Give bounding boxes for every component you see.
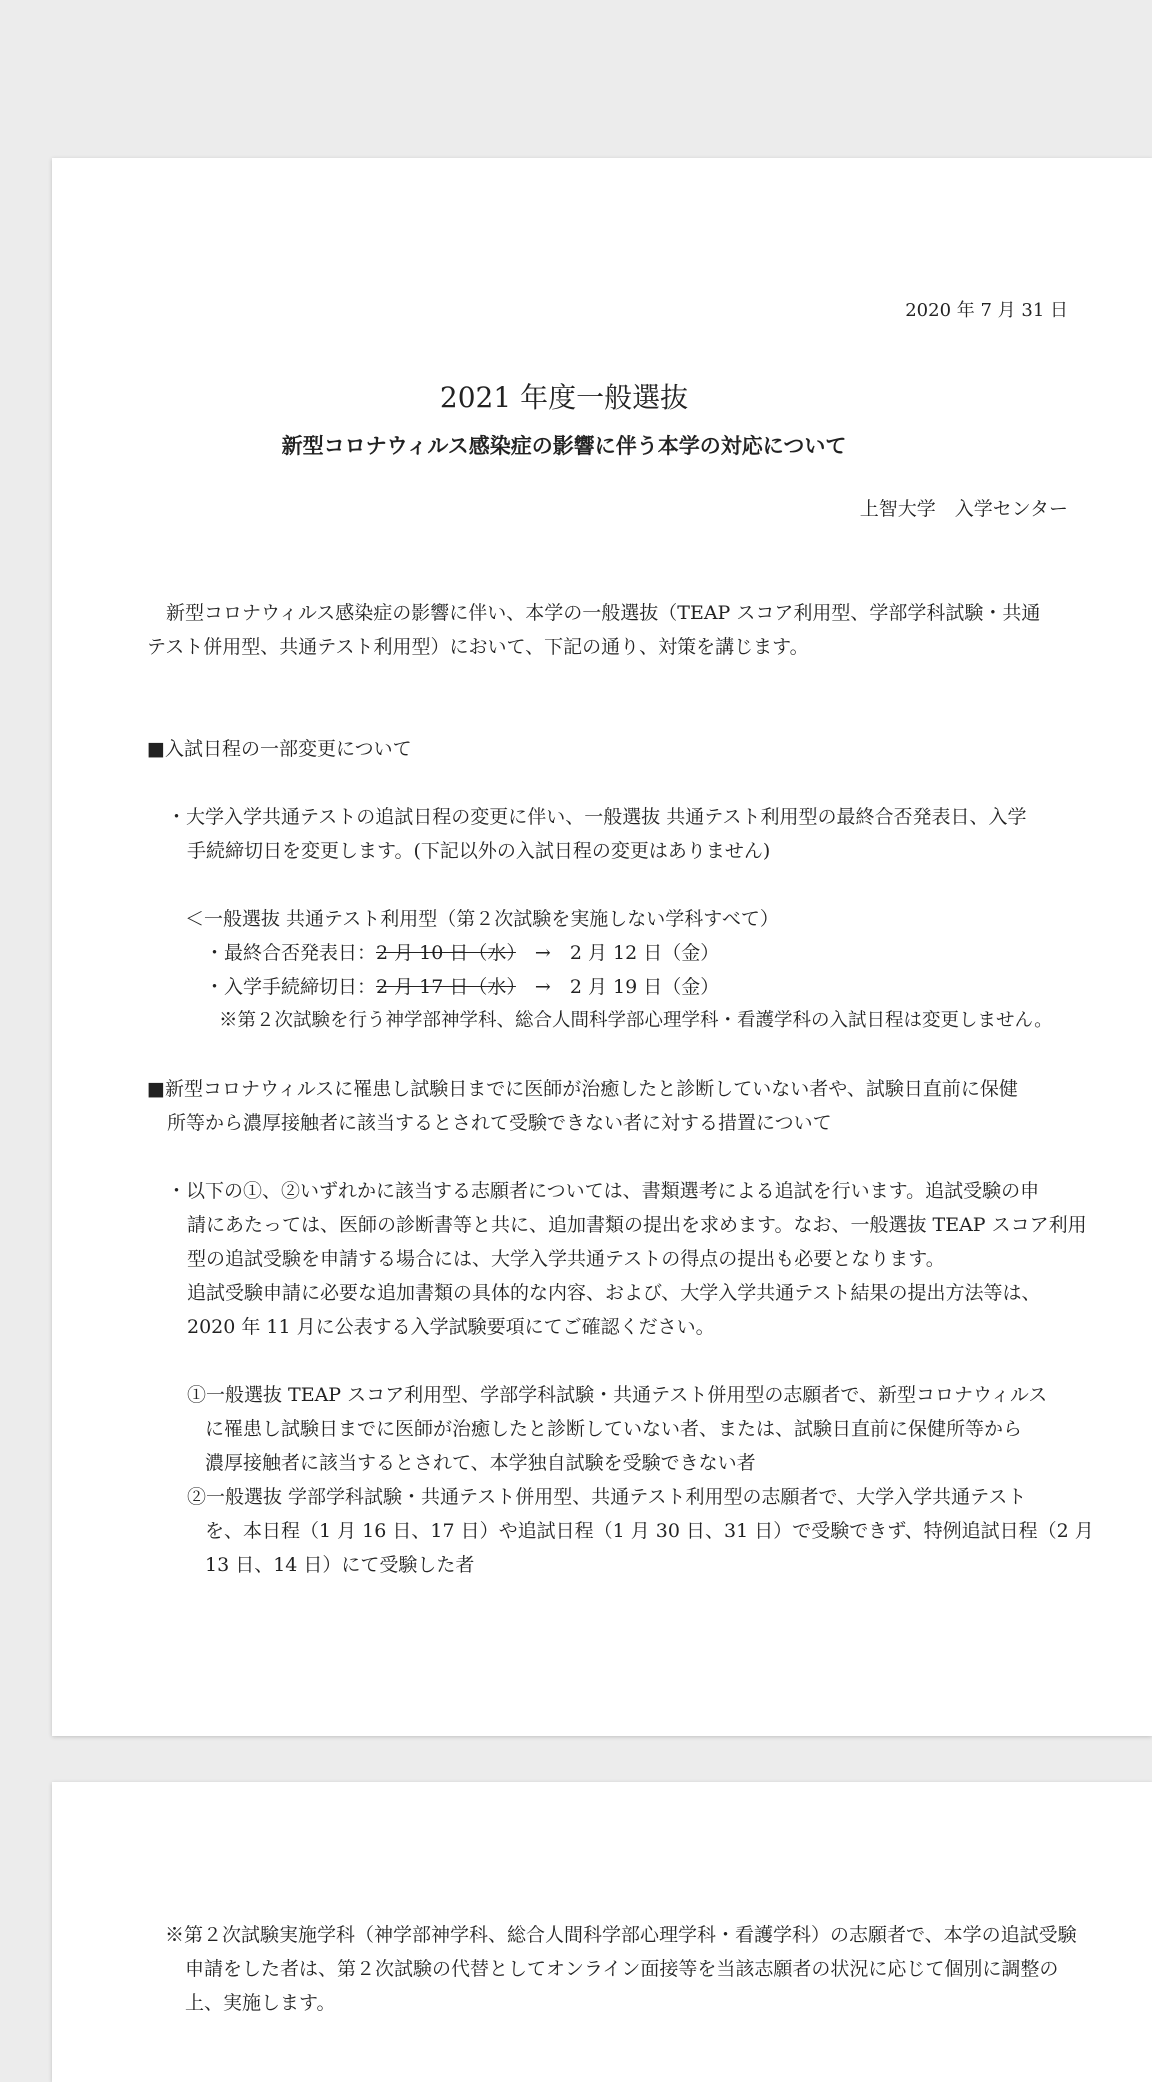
intro-line-2: テスト併用型、共通テスト利用型）において、下記の通り、対策を講じます。 bbox=[147, 636, 809, 658]
schedule-item-1 bbox=[205, 936, 719, 970]
section-2-heading-line-1: ■新型コロナウィルスに罹患し試験日までに医師が治癒したと診断していない者や、試験日直前に保健 bbox=[147, 1078, 1018, 1100]
document-page-1 bbox=[52, 158, 1152, 1736]
schedule-item-1-old-date: 2 月 10 日（水） bbox=[376, 942, 516, 964]
schedule-item-2-old-date: 2 月 17 日（水） bbox=[376, 976, 516, 998]
condition-1-line-2: に罹患し試験日までに医師が治癒したと診断していない者、または、試験日直前に保健所等から bbox=[205, 1418, 1023, 1440]
document-page-2 bbox=[52, 1782, 1152, 2082]
arrow-icon: → bbox=[534, 976, 551, 998]
section-1-heading: ■入試日程の一部変更について bbox=[147, 738, 412, 760]
section-2-bullet-line-5: 2020 年 11 月に公表する入学試験要項にてご確認ください。 bbox=[187, 1316, 715, 1338]
page-2-note-line-1: ※第２次試験実施学科（神学部神学科、総合人間科学部心理学科・看護学科）の志願者で、本学の追試受験 bbox=[165, 1924, 1077, 1946]
section-2-bullet-line-3: 型の追試受験を申請する場合には、大学入学共通テストの得点の提出も必要となります。 bbox=[187, 1248, 945, 1270]
condition-2-line-2: を、本日程（1 月 16 日、17 日）や追試日程（1 月 30 日、31 日）で受験できず、特例追試日程（2 月 bbox=[205, 1520, 1094, 1542]
arrow-icon: → bbox=[534, 942, 551, 964]
section-2-bullet-line-4: 追試受験申請に必要な追加書類の具体的な内容、および、大学入学共通テスト結果の提出方法等は、 bbox=[187, 1282, 1041, 1304]
condition-1-line-3: 濃厚接触者に該当するとされて、本学独自試験を受験できない者 bbox=[205, 1452, 756, 1474]
condition-2-line-3: 13 日、14 日）にて受験した者 bbox=[205, 1554, 475, 1576]
section-1-note: ※第２次試験を行う神学部神学科、総合人間科学部心理学科・看護学科の入試日程は変更しません。 bbox=[219, 1010, 1053, 1031]
schedule-item-2-new-date: 2 月 19 日（金） bbox=[569, 976, 720, 998]
schedule-item-2 bbox=[205, 970, 719, 1004]
section-2-bullet-line-1: ・以下の①、②いずれかに該当する志願者については、書類選考による追試を行います。追試受験の申 bbox=[167, 1180, 1040, 1202]
page-2-note-line-2: 申請をした者は、第２次試験の代替としてオンライン面接等を当該志願者の状況に応じて個別に調整の bbox=[185, 1958, 1059, 1980]
section-1-bullet-line-1: ・大学入学共通テストの追試日程の変更に伴い、一般選抜 共通テスト利用型の最終合否発表日、入学 bbox=[167, 806, 1027, 828]
intro-line-1: 新型コロナウィルス感染症の影響に伴い、本学の一般選抜（TEAP スコア利用型、学部学科試験・共通 bbox=[147, 602, 1041, 624]
condition-2-line-1: ②一般選抜 学部学科試験・共通テスト併用型、共通テスト利用型の志願者で、大学入学共通テスト bbox=[187, 1486, 1027, 1508]
page-2-note-line-3: 上、実施します。 bbox=[185, 1992, 336, 2014]
document-organization: 上智大学 入学センター bbox=[859, 498, 1068, 520]
section-2-heading-line-2: 所等から濃厚接触者に該当するとされて受験できない者に対する措置について bbox=[167, 1112, 832, 1134]
section-1-subheading: ＜一般選抜 共通テスト利用型（第２次試験を実施しない学科すべて） bbox=[185, 908, 779, 930]
section-1-bullet-line-2: 手続締切日を変更します。(下記以外の入試日程の変更はありません) bbox=[187, 840, 771, 862]
document-subtitle: 新型コロナウィルス感染症の影響に伴う本学の対応について bbox=[281, 434, 847, 458]
schedule-item-2-label: ・入学手続締切日： bbox=[205, 976, 377, 998]
condition-1-line-1: ①一般選抜 TEAP スコア利用型、学部学科試験・共通テスト併用型の志願者で、新型コロナウィルス bbox=[187, 1384, 1048, 1406]
schedule-item-1-new-date: 2 月 12 日（金） bbox=[569, 942, 720, 964]
section-2-bullet-line-2: 請にあたっては、医師の診断書等と共に、追加書類の提出を求めます。なお、一般選抜 TEAP スコア利用 bbox=[187, 1214, 1087, 1236]
schedule-item-1-label: ・最終合否発表日： bbox=[205, 942, 377, 964]
document-date: 2020 年 7 月 31 日 bbox=[905, 300, 1068, 321]
document-title: 2021 年度一般選抜 bbox=[439, 381, 689, 414]
